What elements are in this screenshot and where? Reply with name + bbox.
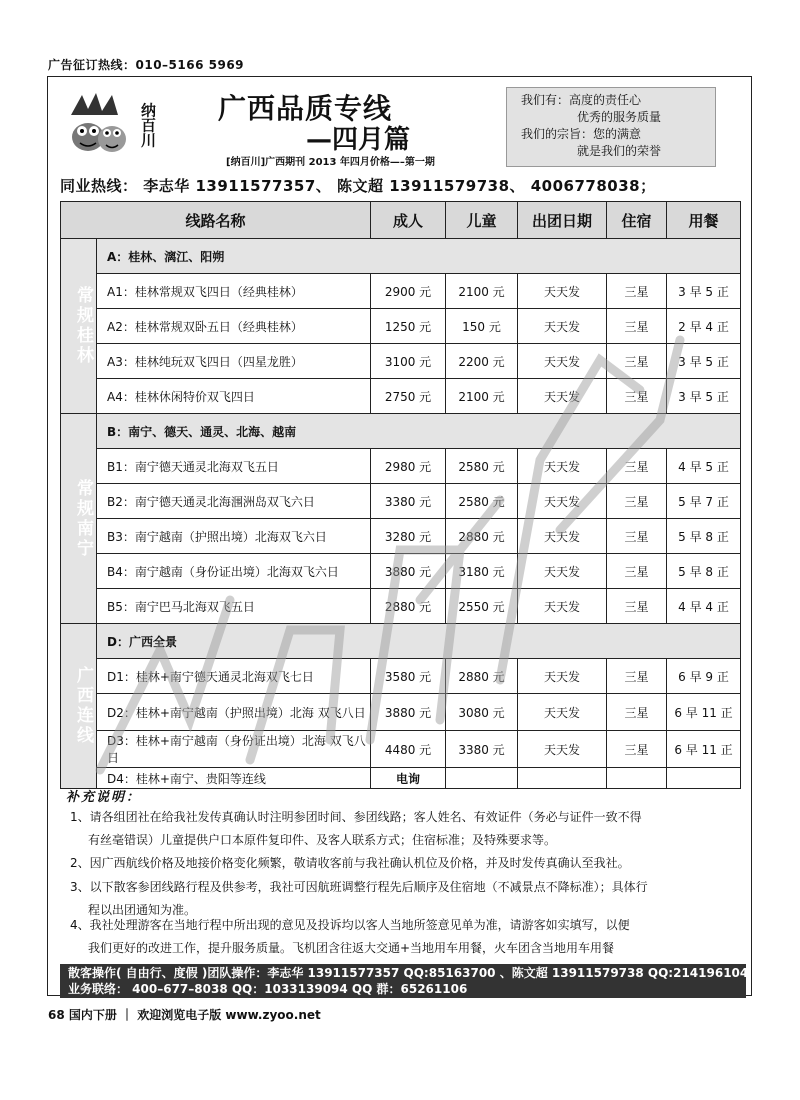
departure-date: 天天发 xyxy=(518,694,607,731)
adult-price: 3380 元 xyxy=(371,484,446,519)
table-row xyxy=(61,449,741,484)
table-row xyxy=(61,379,741,414)
table-row xyxy=(61,309,741,344)
group-title: B：南宁、德天、通灵、北海、越南 xyxy=(97,414,741,449)
adult-price: 3280 元 xyxy=(371,519,446,554)
departure-date: 天天发 xyxy=(518,274,607,309)
route-name: D2：桂林+南宁越南（护照出境）北海 双飞八日 xyxy=(97,694,371,731)
header-hotel: 住宿 xyxy=(607,202,667,239)
hotel-level: 三星 xyxy=(607,589,667,624)
child-price: 2880 元 xyxy=(446,659,518,694)
meal-plan: 5 早 8 正 xyxy=(667,519,741,554)
meal-plan: 4 早 4 正 xyxy=(667,589,741,624)
child-price: 3080 元 xyxy=(446,694,518,731)
hotel-level: 三星 xyxy=(607,554,667,589)
group-title: A：桂林、漓江、阳朔 xyxy=(97,239,741,274)
child-price: 2880 元 xyxy=(446,519,518,554)
operations-line: 散客操作( 自由行、度假 )团队操作：李志华 13911577357 QQ:85163700 、陈文超 13911579738 QQ:214196104 xyxy=(68,966,749,980)
contact-hotline: 同业热线： 李志华 13911577357、 陈文超 13911579738、 4006778038； xyxy=(60,177,656,195)
adult-price: 2900 元 xyxy=(371,274,446,309)
meal-plan: 3 早 5 正 xyxy=(667,379,741,414)
child-price: 3380 元 xyxy=(446,731,518,768)
group-row xyxy=(61,239,741,274)
child-price: 150 元 xyxy=(446,309,518,344)
child-price: 2100 元 xyxy=(446,379,518,414)
departure-date xyxy=(518,768,607,789)
departure-date: 天天发 xyxy=(518,449,607,484)
route-name: B2：南宁德天通灵北海涠洲岛双飞六日 xyxy=(97,484,371,519)
table-row xyxy=(61,484,741,519)
table-row xyxy=(61,344,741,379)
adult-price: 4480 元 xyxy=(371,731,446,768)
header-adult: 成人 xyxy=(371,202,446,239)
operations-contact-bar xyxy=(60,964,749,998)
slogan-line: 我们的宗旨：您的满意 xyxy=(521,127,642,141)
note-line: 3、以下散客参团线路行程及供参考，我社可因航班调整行程先后顺序及住宿地（不减景点不降标准）；具体行 xyxy=(70,880,648,894)
route-name: B3：南宁越南（护照出境）北海双飞六日 xyxy=(97,519,371,554)
hotel-level: 三星 xyxy=(607,694,667,731)
adult-price: 3100 元 xyxy=(371,344,446,379)
table-header-row xyxy=(61,202,741,239)
hotel-level: 三星 xyxy=(607,379,667,414)
meal-plan: 3 早 5 正 xyxy=(667,274,741,309)
business-line: 业务联络： 400–677–8038 QQ：1033139094 QQ 群：65261106 xyxy=(68,982,468,996)
route-name: D1：桂林+南宁德天通灵北海双飞七日 xyxy=(97,659,371,694)
adult-price: 2980 元 xyxy=(371,449,446,484)
departure-date: 天天发 xyxy=(518,519,607,554)
note-line: 1、请各组团社在给我社发传真确认时注明参团时间、参团线路；客人姓名、有效证件（务必与证件一致不得 xyxy=(70,810,642,824)
route-name: B5：南宁巴马北海双飞五日 xyxy=(97,589,371,624)
note-line: 有丝毫错误）儿童提供户口本原件复印件、及客人联系方式；住宿标准；及特殊要求等。 xyxy=(88,833,557,847)
meal-plan: 5 早 7 正 xyxy=(667,484,741,519)
table-row xyxy=(61,694,741,731)
note-line: 我们更好的改进工作，提升服务质量。飞机团含往返大交通+当地用车用餐，火车团含当地用车用餐 xyxy=(88,941,615,955)
hotel-level: 三星 xyxy=(607,344,667,379)
route-name: D3：桂林+南宁越南（身份证出境）北海 双飞八日 xyxy=(97,731,371,768)
route-name: D4：桂林+南宁、贵阳等连线 xyxy=(97,768,371,789)
side-label: 常规桂林 xyxy=(61,239,97,414)
hotel-level: 三星 xyxy=(607,659,667,694)
slogan-line: 优秀的服务质量 xyxy=(577,110,662,124)
hotel-level: 三星 xyxy=(607,449,667,484)
adult-price: 3580 元 xyxy=(371,659,446,694)
child-price: 2580 元 xyxy=(446,449,518,484)
page-footer: 68 国内下册 ｜ 欢迎浏览电子版 www.zyoo.net xyxy=(48,1008,321,1022)
table-row xyxy=(61,589,741,624)
table-row xyxy=(61,731,741,768)
hotel-level: 三星 xyxy=(607,309,667,344)
table-row xyxy=(61,768,741,789)
child-price: 2200 元 xyxy=(446,344,518,379)
note-line: 2、因广西航线价格及地接价格变化频繁，敬请收客前与我社确认机位及价格，并及时发传真确认至我社。 xyxy=(70,856,630,870)
group-row xyxy=(61,624,741,659)
issue-period: [纳百川]广西期刊 2013 年四月价格—–第一期 xyxy=(226,157,435,168)
table-row xyxy=(61,274,741,309)
hotel-level: 三星 xyxy=(607,519,667,554)
header-child: 儿童 xyxy=(446,202,518,239)
adult-price: 2880 元 xyxy=(371,589,446,624)
departure-date: 天天发 xyxy=(518,484,607,519)
departure-date: 天天发 xyxy=(518,309,607,344)
header xyxy=(48,77,751,169)
route-name: A1：桂林常规双飞四日（经典桂林） xyxy=(97,274,371,309)
header-meal: 用餐 xyxy=(667,202,741,239)
notes-title: 补充说明： xyxy=(66,790,142,805)
meal-plan: 3 早 5 正 xyxy=(667,344,741,379)
note-line: 4、我社处理游客在当地行程中所出现的意见及投诉均以客人当地所签意见单为准，请游客如实填写，以便 xyxy=(70,918,630,932)
page-title: 广西品质专线 xyxy=(218,92,393,125)
note-item xyxy=(70,852,730,875)
departure-date: 天天发 xyxy=(518,659,607,694)
table-row xyxy=(61,554,741,589)
group-title: D：广西全景 xyxy=(97,624,741,659)
table-row xyxy=(61,519,741,554)
route-name: B4：南宁越南（身份证出境）北海双飞六日 xyxy=(97,554,371,589)
child-price: 2580 元 xyxy=(446,484,518,519)
meal-plan: 4 早 5 正 xyxy=(667,449,741,484)
note-item xyxy=(70,806,730,852)
child-price: 2550 元 xyxy=(446,589,518,624)
route-name: B1：南宁德天通灵北海双飞五日 xyxy=(97,449,371,484)
note-line: 程以出团通知为准。 xyxy=(88,903,197,917)
side-label: 常规南宁 xyxy=(61,414,97,624)
page-subtitle: —四月篇 xyxy=(306,125,411,155)
child-price xyxy=(446,768,518,789)
price-table xyxy=(60,201,741,789)
meal-plan: 6 早 9 正 xyxy=(667,659,741,694)
departure-date: 天天发 xyxy=(518,554,607,589)
child-price: 3180 元 xyxy=(446,554,518,589)
logo-text: 纳百川 xyxy=(139,102,157,148)
meal-plan: 2 早 4 正 xyxy=(667,309,741,344)
slogan-box xyxy=(506,87,716,167)
meal-plan xyxy=(667,768,741,789)
meal-plan: 6 早 11 正 xyxy=(667,731,741,768)
hotel-level: 三星 xyxy=(607,274,667,309)
ad-hotline: 广告征订热线：010–5166 5969 xyxy=(48,58,245,72)
slogan-line: 我们有：高度的责任心 xyxy=(521,93,642,107)
note-item xyxy=(70,914,730,960)
departure-date: 天天发 xyxy=(518,731,607,768)
meal-plan: 5 早 8 正 xyxy=(667,554,741,589)
route-name: A3：桂林纯玩双飞四日（四星龙胜） xyxy=(97,344,371,379)
departure-date: 天天发 xyxy=(518,379,607,414)
route-name: A2：桂林常规双卧五日（经典桂林） xyxy=(97,309,371,344)
group-row xyxy=(61,414,741,449)
logo xyxy=(66,85,176,163)
hotel-level xyxy=(607,768,667,789)
header-date: 出团日期 xyxy=(518,202,607,239)
table-row xyxy=(61,659,741,694)
adult-price: 3880 元 xyxy=(371,554,446,589)
slogan-line: 就是我们的荣誉 xyxy=(577,144,662,158)
adult-price: 3880 元 xyxy=(371,694,446,731)
hotel-level: 三星 xyxy=(607,484,667,519)
adult-price: 2750 元 xyxy=(371,379,446,414)
side-label: 广西连线 xyxy=(61,624,97,789)
adult-price: 1250 元 xyxy=(371,309,446,344)
child-price: 2100 元 xyxy=(446,274,518,309)
hotel-level: 三星 xyxy=(607,731,667,768)
departure-date: 天天发 xyxy=(518,589,607,624)
route-name: A4：桂林休闲特价双飞四日 xyxy=(97,379,371,414)
departure-date: 天天发 xyxy=(518,344,607,379)
header-route: 线路名称 xyxy=(61,202,371,239)
adult-price: 电询 xyxy=(371,768,446,789)
meal-plan: 6 早 11 正 xyxy=(667,694,741,731)
